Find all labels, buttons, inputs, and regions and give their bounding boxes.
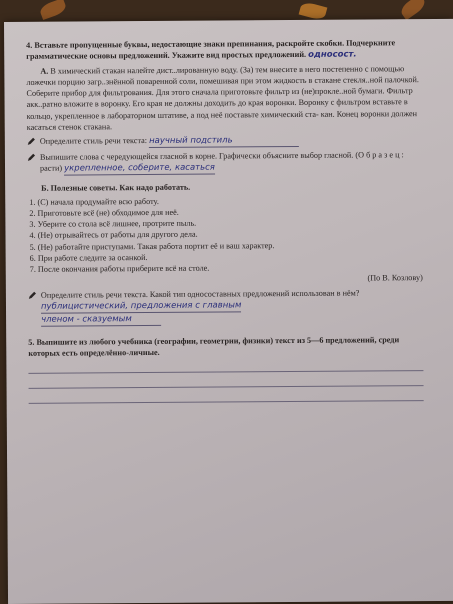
part-a-style-question [27,133,422,149]
part-a-line: прибор для фильтрования. Для этого сначала приготовьте фильтр из [61,87,300,98]
list-item: 4. (Не) отрывайтесь от работы для другого дела. [29,230,198,241]
background-leaf [398,0,427,20]
list-item: 6. При работе следите за осанкой. [29,252,148,263]
part-a-line: (не)прокле..ной бумаги. Фильтр акк..ратно вложите в воронку. Его края не [26,86,413,110]
part-b-style-prompt: Определите стиль речи текста. Какой тип односоставных предложений использован в нём? [40,288,360,300]
answer-rule [29,386,424,404]
task4-heading [26,37,421,63]
task5-heading: 5. Выпишите из любого учебника (географии, геометрии, физики) текст из 5—6 предложений, среди которых есть определённо-личные. [28,335,400,359]
background-leaf [38,0,67,20]
worksheet-page [4,19,453,604]
pencil-icon [27,153,36,162]
part-a-style-prompt: Определите стиль речи текста: [39,135,148,146]
part-a-line: В химический стакан налейте дист..лированную воду. (За) тем внесите в [50,65,304,76]
part-b-style-answer-line-2: членом - сказуемым [41,314,161,327]
task4-heading-text: 4. Вставьте пропущенные буквы, недостающие знаки препинания, раскройте скобки. Подчеркните грамматические основы предложений. Укажите вид простых предложений. [26,38,396,61]
part-a-words-answer: укрепленное, соберите, касаться [64,162,215,175]
part-a-words-prompt: Выпишите слова с чередующейся гласной в корне. Графически объясните выбор гласной. (О б р а з е ц : расти) [39,150,404,173]
background-leaf [299,1,328,21]
list-item: 5. (Не) работайте приступами. Такая работа портит её и ваш характер. [29,240,275,252]
list-item: 7. После окончания работы приберите всё на столе. [29,263,210,274]
worksheet-content [26,37,424,404]
part-b-list [27,194,423,274]
part-a-words-question [27,149,422,176]
part-a-line: кан. Конец воронки должен касаться стенок стакана. [26,108,418,132]
list-item: 1. (С) начала продумайте всю работу. [29,197,159,207]
list-item: 2. Приготовьте всё (не) обходимое для неё. [29,208,179,219]
list-item: 3. Уберите со стола всё лишнее, протрите пыль. [29,218,197,230]
part-b-style-question [28,287,423,327]
part-a-title: А. [40,66,49,76]
part-a-line: него постепенно с помощью ложечки порцию загр..знённой поваренной соли, [26,64,405,88]
part-a-line: укрепленное в лабораторном штативе, а под неё поставьте химический ста- [54,109,319,121]
part-a-line: помешивая при этом жидкость в стакане стекля..ной палочкой. Соберите [26,75,419,99]
pencil-icon [28,291,37,300]
task4-handwritten-note: односост. [308,49,357,60]
part-a-line: должны доходить до края воронки. Воронку с фильтром вставьте в кольцо, [26,97,408,121]
pencil-icon [27,137,36,146]
part-b-title: Б. Полезные советы. Как надо работать. [41,182,191,193]
part-b-author: (По В. Козлову) [367,272,423,283]
part-a-text [26,63,421,132]
part-b-style-answer-line-1: публицистический, предложения с главным [41,300,241,313]
part-a-style-answer: научный подстиль [149,135,299,148]
